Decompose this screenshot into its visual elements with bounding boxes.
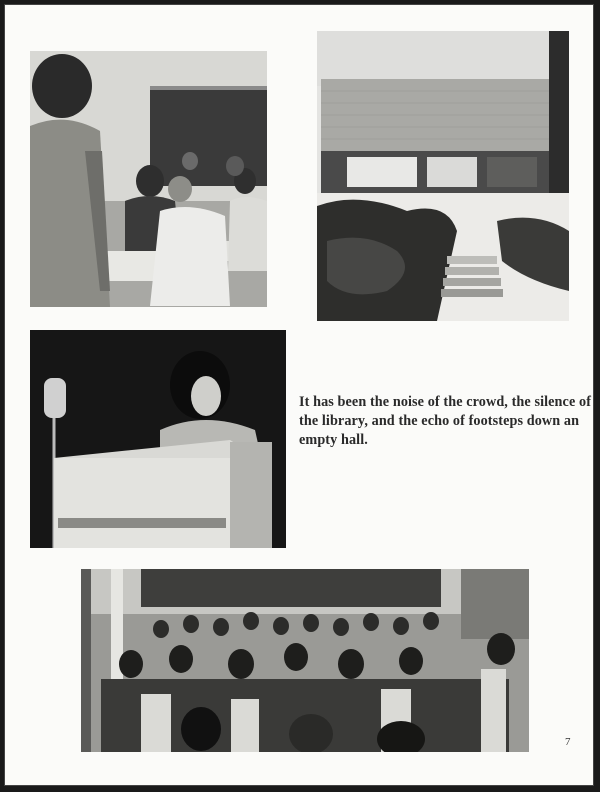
hallway-photo (81, 569, 529, 752)
yearbook-page (4, 4, 594, 786)
page-caption: It has been the noise of the crowd, the silence of the library, and the echo of footsteps down an empty hall. (299, 394, 592, 448)
classroom-photo (30, 51, 267, 307)
page-number: 7 (565, 736, 571, 748)
building-photo (317, 31, 569, 321)
speaker-photo (30, 330, 286, 548)
